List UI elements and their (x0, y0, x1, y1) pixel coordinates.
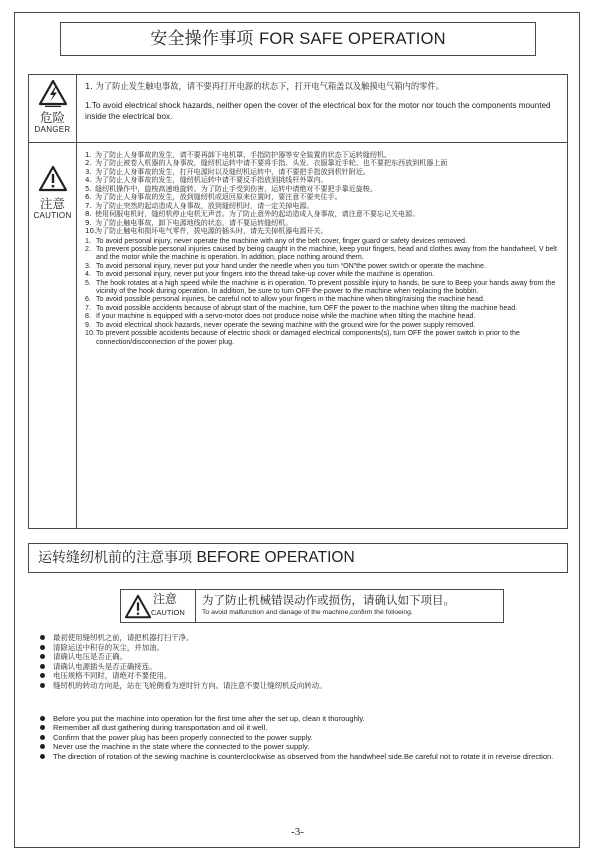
title-cn: 安全操作事项 (150, 29, 254, 49)
danger-label-cn: 危险 (39, 110, 65, 125)
before-title-cn: 运转缝纫机前的注意事项 (38, 550, 192, 566)
item-text: The hook rotates at a high speed while the machine is in operation. To prevent possible injury to hands, be sure to Beep your hands away from the vicinity of the hook during operation. In addition, be sure to turn OFF the power to the machine when replacing the bobbin. (96, 278, 556, 296)
before-bullets-cn (40, 633, 560, 691)
item-text: 为了防止人身事故的发生，缝纫机运转中请不要反手指放到挑线杆外罩内。 (95, 175, 328, 185)
item-number: 2. (85, 158, 92, 168)
item-text: 为了防止人身事故的发生，请不要再卸下电机罩、手指防护器等安全装置的状态下运转缝纫机。 (95, 150, 391, 159)
danger-text-cn: 1. 为了防止发生触电事故，请不要再打开电源的状态下，打开电气箱盖以及触摸电气箱内的零件。 (85, 81, 445, 91)
danger-label-cell (29, 75, 77, 142)
item-number: 8. (85, 209, 92, 219)
electric-shock-warning-icon (38, 79, 68, 107)
item-number: 9. (85, 217, 92, 227)
bullet-item: 请确认电压是否正确。 (40, 652, 560, 662)
list-item (85, 270, 561, 278)
item-text: 使用伺服电机时，缝纫机停止电机无声音。为了防止意外的起动造成人身事故，请注意不要忘记关电源。 (95, 209, 420, 219)
safety-table (28, 74, 568, 529)
banner-msg-cn: 为了防止机械错误动作或损伤，请确认如下项目。 (202, 593, 455, 607)
before-title-en: BEFORE OPERATION (196, 549, 355, 566)
item-number: 4. (85, 175, 92, 185)
caution-banner (120, 589, 504, 623)
list-item (85, 295, 561, 303)
item-number: 6. (85, 192, 92, 202)
item-number: 7. (85, 200, 92, 210)
item-number: 4. (85, 270, 91, 279)
item-number: 10. (85, 226, 97, 236)
item-text: 为了防止触电和损坏电气零件，拔电源的插头时，请先关掉机器电源开关。 (95, 226, 328, 236)
before-bullets-en (40, 714, 560, 761)
danger-text-en: 1.To avoid electrical shock hazards, neither open the cover of the electrical box for the motor nor touch the components mounted inside the electrical box. (85, 101, 551, 121)
banner-msg-en: To avoid malfunction and danage of the machine,confirm the folloeing. (202, 609, 413, 616)
danger-label-en: DANGER (34, 125, 71, 134)
item-text: To prevent possible accidents because of electric shock or damaged electrical components(s), turn OFF the power switch in prior to the connection/disconnection of the power plug. (96, 329, 520, 346)
item-text: To prevent possible personal injuries caused by being caught in the machine, keep your fingers, head and clothes away from the handwheel, V belt and the motor while the machine is operation. In addition, place nothing around them. (96, 244, 557, 262)
page-title (60, 22, 536, 56)
item-text: 为了防止人身事故的发生，放到缝纫机或返回原来位置时，要注意不要夹住手。 (95, 192, 342, 202)
item-number: 9. (85, 320, 91, 329)
item-number: 10. (85, 329, 95, 338)
bullet-item: 缝纫机的转动方向是，站在飞轮侧看为逆时针方向。请注意不要让缝纫机反向转动。 (40, 681, 560, 691)
bullet-item: The direction of rotation of the sewing machine is counterclockwise as observed from the handwheel side.Be careful not to rotate it in reverse direction. (40, 752, 560, 761)
list-item (85, 245, 561, 262)
list-item (85, 262, 561, 270)
bullet-item: 最初使用缝纫机之前，请把机器打扫干净。 (40, 633, 560, 643)
bullet-item: Confirm that the power plug has been properly connected to the power supply. (40, 733, 560, 742)
item-text: If your machine is equipped with a servo-motor does not produce noise while the machine when tilting the machine head. (96, 312, 476, 321)
item-number: 5. (85, 278, 91, 287)
bullet-item: 电压规格不同时，请绝对不要使用。 (40, 671, 560, 681)
list-item (85, 227, 561, 235)
item-text: To avoid personal injury, never put your fingers into the thread take-up cover while the machine is operation. (96, 270, 435, 279)
danger-text (85, 75, 561, 122)
list-item (85, 304, 561, 312)
bullet-item: Before you put the machine into operation for the first time after the set up, clean it thoroughly. (40, 714, 560, 723)
item-text: To avoid personal injury, never put your hand under the needle when you turn “ON”the power switch or operate the machine. (96, 261, 486, 270)
item-number: 3. (85, 166, 92, 176)
item-number: 8. (85, 312, 91, 321)
before-operation-heading (28, 543, 568, 573)
item-number: 3. (85, 261, 91, 270)
item-number: 7. (85, 303, 91, 312)
page-number: -3- (291, 826, 304, 838)
item-number: 5. (85, 183, 92, 193)
item-text: 为了防止突然的起动造成人身事故，放到缝纫机时，请一定关掉电源。 (95, 200, 314, 210)
bullet-item: Never use the machine in the state where the connected to the power supply. (40, 742, 560, 751)
item-text: To avoid possible accidents because of abrupt start of the machine, turn OFF the power to the machine when tilting the machine head. (96, 303, 518, 312)
bullet-item: Remember all dust gathering during transportation and oil it well. (40, 723, 560, 732)
warning-triangle-icon (38, 165, 68, 193)
caution-text (85, 143, 561, 346)
title-en: FOR SAFE OPERATION (259, 30, 446, 48)
banner-label-cn: 注意 (153, 592, 178, 606)
caution-banner-label (120, 589, 196, 623)
item-number: 6. (85, 295, 91, 304)
bullet-item: 请确认电源插头是否正确接连。 (40, 662, 560, 672)
item-text: To avoid possible personal injuries, be careful not to allow your fingers in the machine when tilting/raising the machine head. (96, 295, 485, 304)
list-item (85, 329, 561, 346)
item-text: To avoid personal injury, never operate the machine with any of the belt cover, finger guard or safety devices removed. (96, 236, 467, 245)
danger-row (29, 75, 567, 143)
list-item (85, 279, 561, 296)
caution-list-cn (85, 151, 561, 236)
warning-triangle-icon (124, 594, 152, 620)
item-number: 1. (85, 150, 92, 159)
item-text: 为了防止触电事故，卸下电源地线的状态，请不要运转缝纫机。 (95, 217, 293, 227)
caution-row (29, 143, 567, 528)
caution-label-cell (29, 143, 77, 528)
bullet-item: 清除运送中积存的灰尘，并加油。 (40, 643, 560, 653)
caution-list-en (85, 237, 561, 346)
caution-label-en: CAUTION (33, 211, 72, 220)
caution-banner-message (196, 589, 504, 623)
item-text: 为了防止人身事故的发生，打开电源时以及缝纫机运转中，请不要把手指放到机针附近。 (95, 166, 370, 176)
caution-label-cn: 注意 (39, 196, 65, 211)
item-text: 为了防止被卷入机器的人身事故，缝纫机运转中请不要将手指、头发、衣服靠近手轮、也不要把东西放到机器上面 (95, 158, 448, 168)
item-text: 缝纫机操作中，旋梭高速地旋转。为了防止手受到伤害，运转中请绝对不要把手靠近旋梭。 (95, 183, 377, 193)
list-item (85, 312, 561, 320)
banner-label-en: CAUTION (151, 608, 185, 617)
list-item (85, 237, 561, 245)
item-number: 1. (85, 236, 91, 245)
list-item (85, 321, 561, 329)
item-text: To avoid electrical shock hazards, never operate the sewing machine with the ground wire for the power supply removed. (96, 320, 476, 329)
item-number: 2. (85, 244, 91, 253)
